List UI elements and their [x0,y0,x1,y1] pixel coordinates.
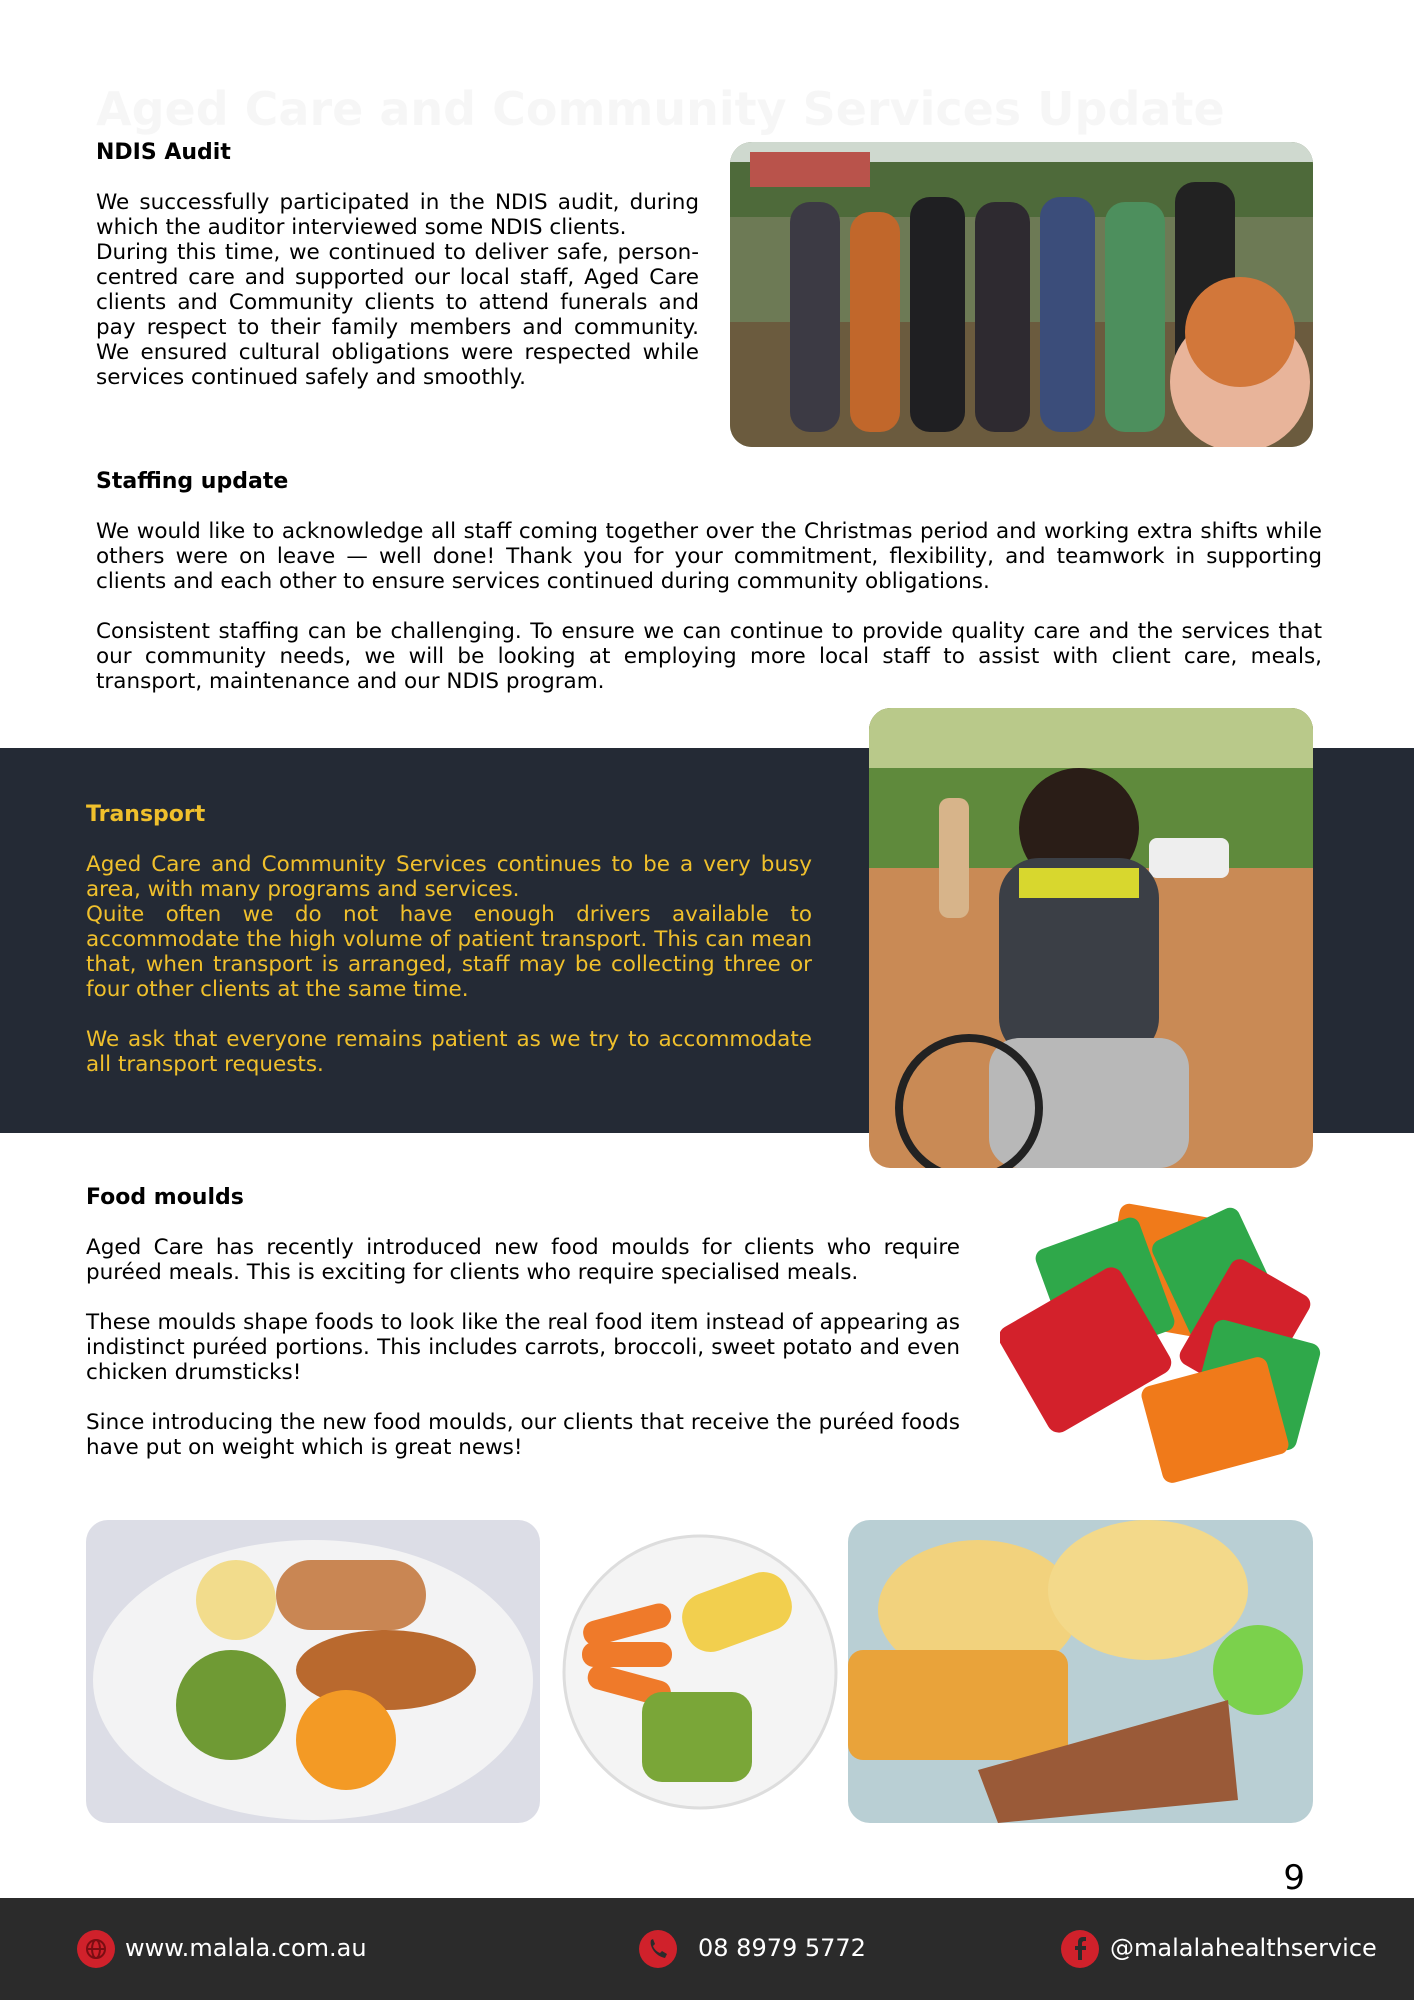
ndis-audit-para-2: During this time, we continued to deliver safe, person-centred care and supported our local staff, Aged Care clients and Community clients to attend funerals and pay respect to their family members and community. We ensured cultural obligations were respected while services continued safely and smoothly. [96,240,699,390]
staffing-para-1: We would like to acknowledge all staff coming together over the Christmas period and working extra shifts while others were on leave — well done! Thank you for your commitment, flexibility, and teamwork in supporting clients and each other to ensure services continued during community obligations. [96,519,1322,594]
staffing-section [96,469,1322,694]
group-photo [730,142,1313,447]
transport-para-1: Aged Care and Community Services continues to be a very busy area, with many programs and services. [86,852,812,902]
transport-heading: Transport [86,802,206,827]
food-moulds-section [86,1185,960,1460]
footer-bar [0,1898,1414,2000]
food-mould-trays-image [1000,1190,1325,1495]
ndis-audit-heading: NDIS Audit [96,140,231,165]
facebook-icon [1061,1930,1099,1968]
transport-section [86,802,812,1077]
staffing-para-2: Consistent staffing can be challenging. To ensure we can continue to provide quality care and the services that our community needs, we will be looking at employing more local staff to assist with client care, meals, transport, maintenance and our NDIS program. [96,619,1322,694]
footer-social-link[interactable]: @malalahealthservice [1110,1934,1377,1962]
client-wheelchair-photo [869,708,1313,1168]
food-moulds-heading: Food moulds [86,1185,244,1210]
transport-para-2: Quite often we do not have enough drivers available to accommodate the high volume of patient transport. This can mean that, when transport is arranged, staff may be collecting three or four other clients at the same time. [86,902,812,1002]
page-number: 9 [1283,1858,1305,1898]
food-moulds-para-2: These moulds shape foods to look like the real food item instead of appearing as indistinct puréed portions. This includes carrots, broccoli, sweet potato and even chicken drumsticks! [86,1310,960,1385]
vegetable-plate-photo [562,1532,838,1812]
footer-phone-link[interactable]: 08 8979 5772 [698,1934,866,1962]
sausage-meal-photo [86,1520,540,1823]
faded-page-title [96,82,1225,136]
transport-para-3: We ask that everyone remains patient as we try to accommodate all transport requests. [86,1027,812,1077]
ndis-audit-section [96,140,699,390]
pasta-chicken-plate-photo [848,1520,1313,1823]
staffing-heading: Staffing update [96,469,289,494]
ndis-audit-para-1: We successfully participated in the NDIS audit, during which the auditor interviewed some NDIS clients. [96,190,699,240]
phone-icon [639,1930,677,1968]
food-moulds-para-1: Aged Care has recently introduced new food moulds for clients who require puréed meals. This is exciting for clients who require specialised meals. [86,1235,960,1285]
footer-website-link[interactable]: www.malala.com.au [125,1934,367,1962]
globe-icon [77,1930,115,1968]
food-moulds-para-3: Since introducing the new food moulds, our clients that receive the puréed foods have put on weight which is great news! [86,1410,960,1460]
